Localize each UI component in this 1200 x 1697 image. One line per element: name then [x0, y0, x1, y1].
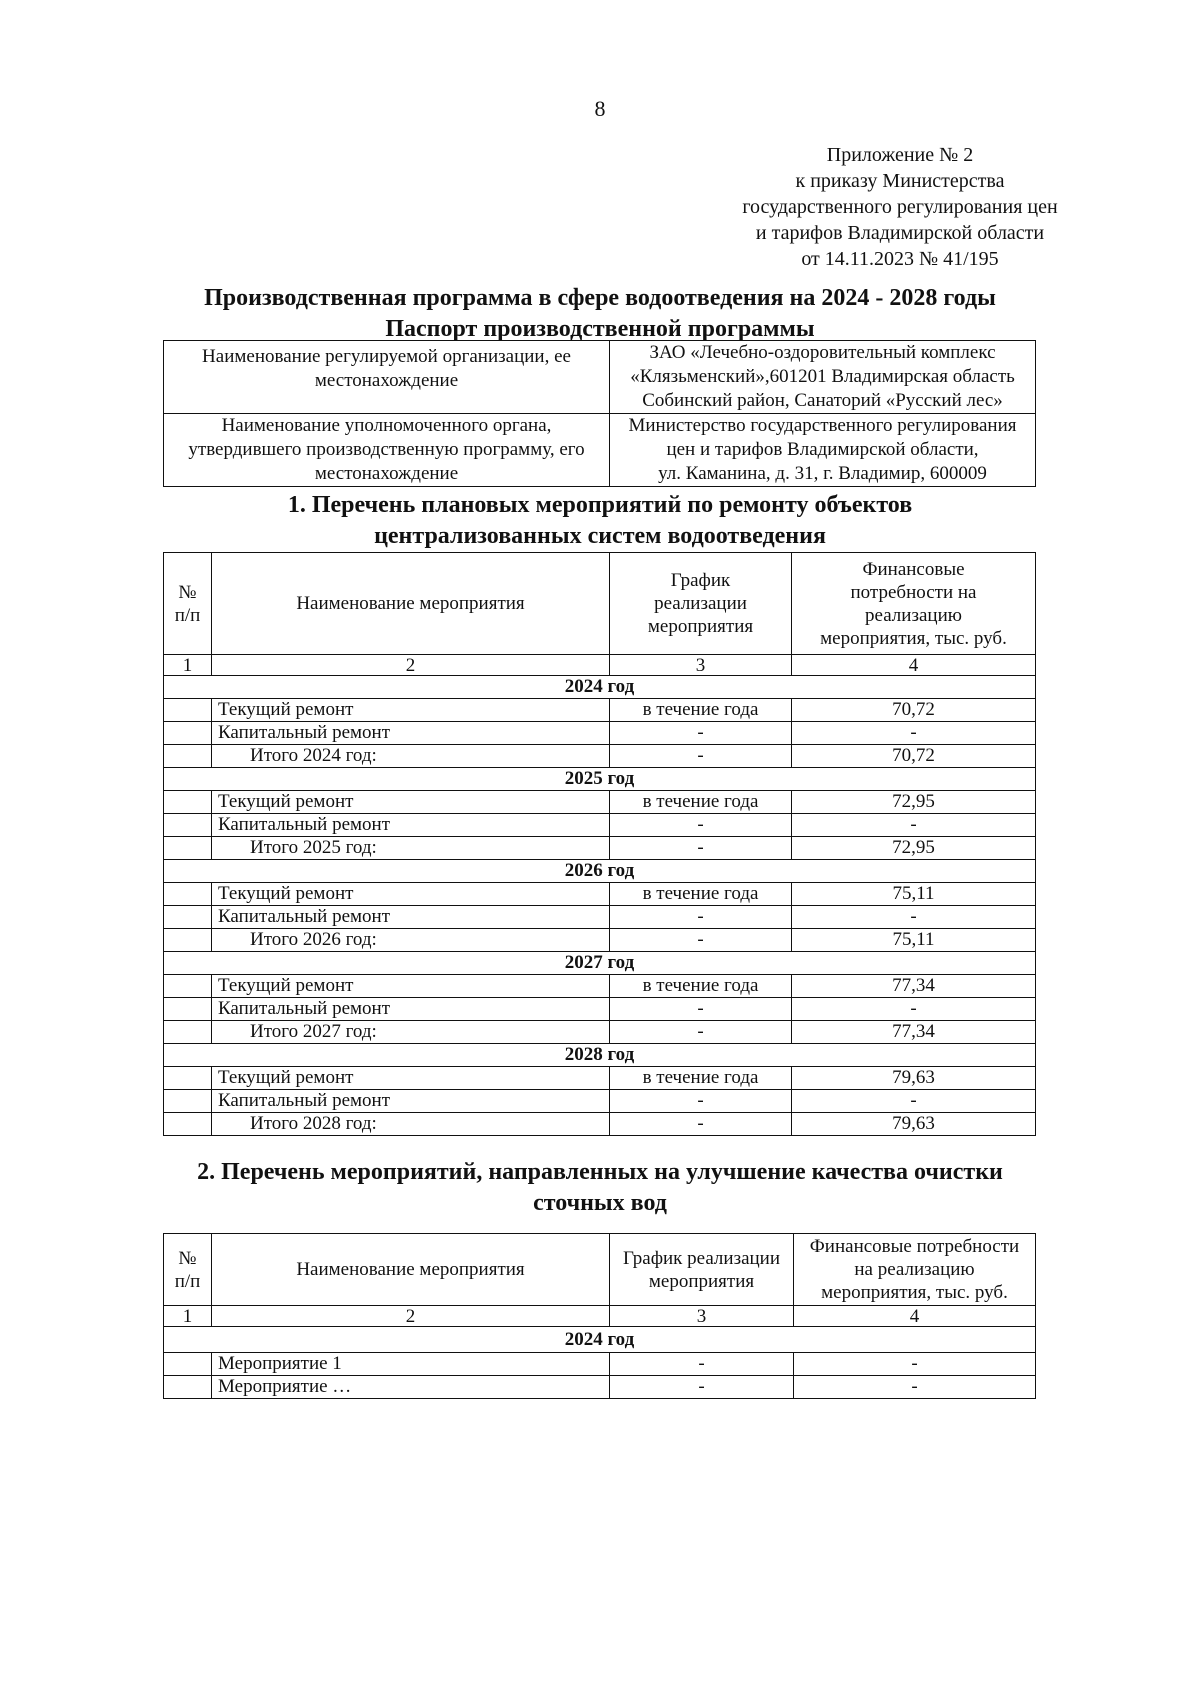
appendix-line: государственного регулирования цен — [742, 196, 1058, 218]
section1-title: 1. Перечень плановых мероприятий по ремонту объектов централизованных систем водоотведения — [287, 492, 913, 549]
page-number: 8 — [594, 96, 606, 121]
header-name: Наименование мероприятия — [212, 1234, 610, 1306]
quality-table — [163, 1233, 1036, 1399]
header-schedule: График реализации мероприятия — [610, 553, 792, 655]
table-row: Текущий ремонт в течение года 79,63 — [164, 1067, 1036, 1090]
year-row: 2024 год — [164, 1327, 1036, 1353]
table-row: Итого 2028 год: - 79,63 — [164, 1113, 1036, 1136]
header-name: Наименование мероприятия — [212, 553, 610, 655]
table-row: Текущий ремонт в течение года 70,72 — [164, 699, 1036, 722]
table-row: Текущий ремонт в течение года 72,95 — [164, 791, 1036, 814]
appendix-line: к приказу Министерства — [795, 170, 1005, 192]
table-row: Текущий ремонт в течение года 75,11 — [164, 883, 1036, 906]
year-row: 2024 год — [164, 676, 1036, 699]
table-row: Итого 2027 год: - 77,34 — [164, 1021, 1036, 1044]
year-row: 2025 год — [164, 768, 1036, 791]
year-row: 2026 год — [164, 860, 1036, 883]
table-row: Итого 2024 год: - 70,72 — [164, 745, 1036, 768]
appendix-block — [690, 142, 1110, 272]
passport-row — [164, 341, 1036, 414]
table-header-row — [164, 1234, 1036, 1306]
year-row: 2028 год — [164, 1044, 1036, 1067]
passport-table — [163, 340, 1036, 487]
table-row: Капитальный ремонт - - — [164, 1090, 1036, 1113]
header-schedule: График реализации мероприятия — [610, 1234, 794, 1306]
passport-label: Наименование регулируемой организации, ее местонахождение — [164, 341, 610, 414]
table-row: Мероприятие … - - — [164, 1376, 1036, 1399]
section2-title: 2. Перечень мероприятий, направленных на улучшение качества очистки сточных вод — [197, 1159, 1003, 1216]
document-title — [0, 283, 1200, 345]
passport-title: Паспорт производственной программы — [385, 316, 815, 342]
table-row: Капитальный ремонт - - — [164, 906, 1036, 929]
table-row: Итого 2026 год: - 75,11 — [164, 929, 1036, 952]
passport-value: Министерство государственного регулирования цен и тарифов Владимирской области, ул. Каманина, д. 31, г. Владимир, 600009 — [610, 414, 1036, 487]
passport-value: ЗАО «Лечебно-оздоровительный комплекс «Клязьменский»,601201 Владимирская область Собинский район, Санаторий «Русский лес» — [610, 341, 1036, 414]
header-finance: Финансовые потребности на реализацию мероприятия, тыс. руб. — [792, 553, 1036, 655]
column-index-row: 1 2 3 4 — [164, 1306, 1036, 1327]
header-number: № п/п — [164, 1234, 212, 1306]
table-header-row — [164, 553, 1036, 655]
table-row: Итого 2025 год: - 72,95 — [164, 837, 1036, 860]
table-row: Мероприятие 1 - - — [164, 1353, 1036, 1376]
table-row: Капитальный ремонт - - — [164, 722, 1036, 745]
table-row: Капитальный ремонт - - — [164, 814, 1036, 837]
passport-label: Наименование уполномоченного органа, утвердившего производственную программу, его местонахождение — [164, 414, 610, 487]
passport-row — [164, 414, 1036, 487]
header-number: № п/п — [164, 553, 212, 655]
table-row: Текущий ремонт в течение года 77,34 — [164, 975, 1036, 998]
year-row: 2027 год — [164, 952, 1036, 975]
column-index-row: 1 2 3 4 — [164, 655, 1036, 676]
appendix-line: и тарифов Владимирской области — [755, 222, 1045, 244]
repair-table — [163, 552, 1036, 1136]
appendix-line: от 14.11.2023 № 41/195 — [801, 248, 999, 270]
table-row: Капитальный ремонт - - — [164, 998, 1036, 1021]
program-title: Производственная программа в сфере водоотведения на 2024 - 2028 годы — [204, 285, 996, 311]
appendix-line: Приложение № 2 — [826, 144, 974, 166]
header-finance: Финансовые потребности на реализацию мероприятия, тыс. руб. — [794, 1234, 1036, 1306]
